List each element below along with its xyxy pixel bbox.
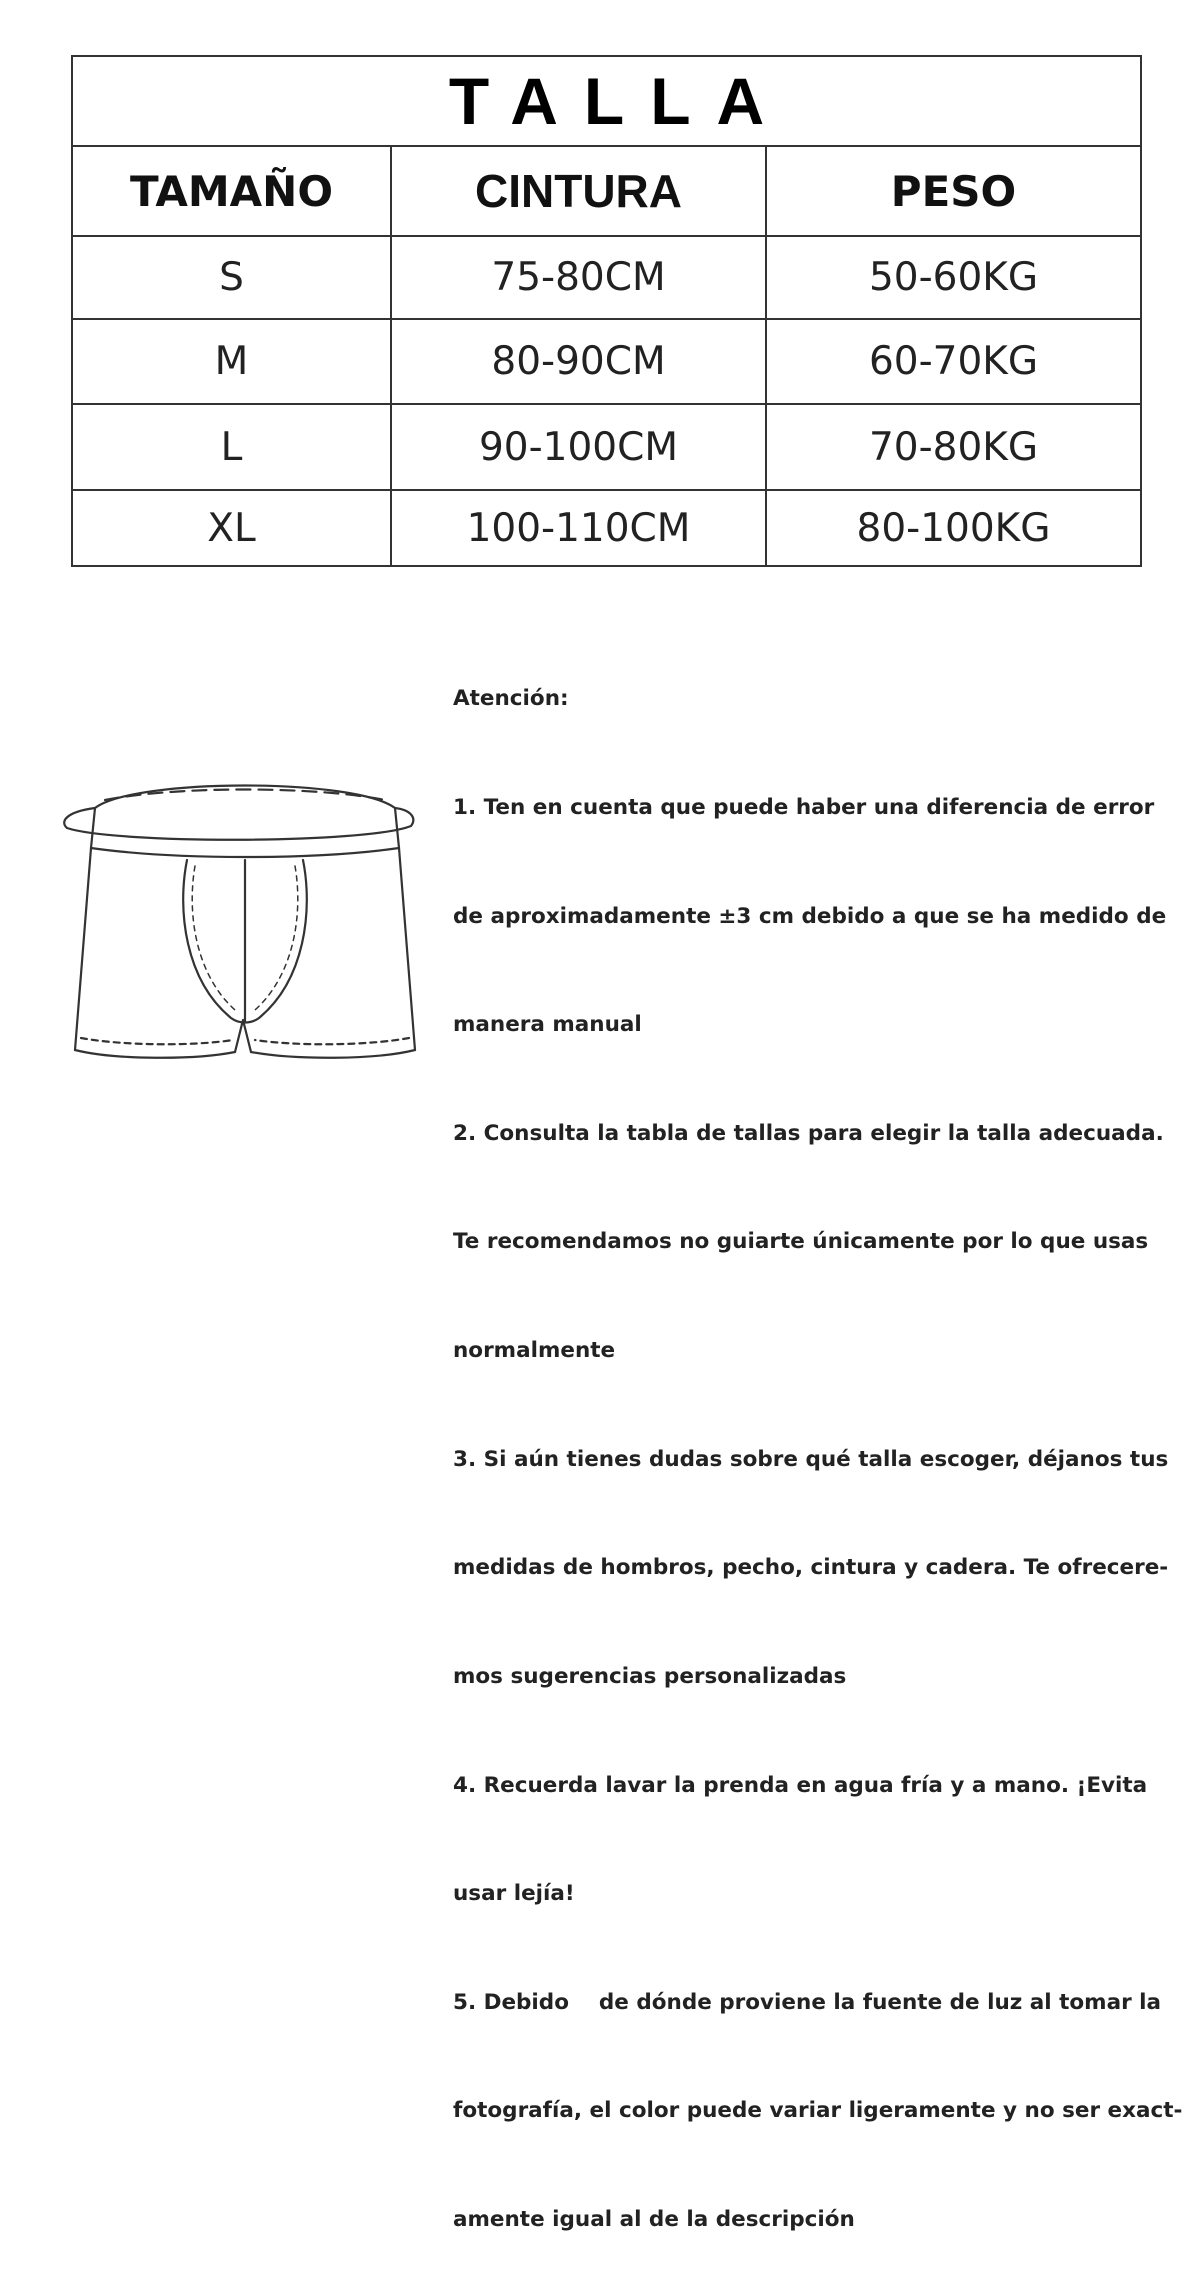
waist-cell: 100-110CM — [391, 490, 766, 566]
table-header-row — [72, 146, 1141, 236]
header-waist: CINTURA — [391, 146, 766, 236]
size-chart-table — [71, 55, 1142, 567]
size-cell: M — [72, 319, 391, 404]
weight-cell: 60-70KG — [766, 319, 1141, 404]
notes-line: 2. Consulta la tabla de tallas para elegir la talla adecuada. — [453, 1120, 1164, 1146]
waist-cell: 80-90CM — [391, 319, 766, 404]
header-size: TAMAÑO — [72, 146, 391, 236]
table-title: TALLA — [448, 64, 791, 138]
notes-line: 3. Si aún tienes dudas sobre qué talla escoger, déjanos tus — [453, 1446, 1169, 1472]
notes-line: mos sugerencias personalizadas — [453, 1663, 847, 1689]
weight-cell: 50-60KG — [766, 236, 1141, 319]
table-row — [72, 236, 1141, 319]
notes-line: 4. Recuerda lavar la prenda en agua fría y a mano. ¡Evita — [453, 1772, 1148, 1798]
size-cell: S — [72, 236, 391, 319]
notes-line: 1. Ten en cuenta que puede haber una diferencia de error — [453, 795, 1155, 821]
notes-line: amente igual al de la descripción — [453, 2206, 855, 2232]
size-cell: XL — [72, 490, 391, 566]
weight-cell: 70-80KG — [766, 404, 1141, 490]
notes-line: usar lejía! — [453, 1881, 575, 1907]
header-weight: PESO — [766, 146, 1141, 236]
weight-cell: 80-100KG — [766, 490, 1141, 566]
notes-line: 5. Debido de dónde proviene la fuente de luz al tomar la — [453, 1989, 1162, 2015]
table-row — [72, 404, 1141, 490]
table-row — [72, 319, 1141, 404]
boxer-briefs-waist-measurement-icon — [55, 770, 425, 1090]
notes-line: normalmente — [453, 1338, 616, 1364]
waist-cell: 90-100CM — [391, 404, 766, 490]
size-cell: L — [72, 404, 391, 490]
notes-line: medidas de hombros, pecho, cintura y cadera. Te ofrecere- — [453, 1555, 1169, 1581]
notes-line: de aproximadamente ±3 cm debido a que se ha medido de — [453, 903, 1167, 929]
notes-heading: Atención: — [453, 686, 569, 712]
notes-line: manera manual — [453, 1012, 642, 1038]
table-row — [72, 490, 1141, 566]
care-notes — [453, 609, 1183, 2274]
notes-line: Te recomendamos no guiarte únicamente por lo que usas — [453, 1229, 1149, 1255]
table-title-cell — [72, 56, 1141, 146]
notes-line: fotografía, el color puede variar ligeramente y no ser exact- — [453, 2098, 1183, 2124]
waist-cell: 75-80CM — [391, 236, 766, 319]
